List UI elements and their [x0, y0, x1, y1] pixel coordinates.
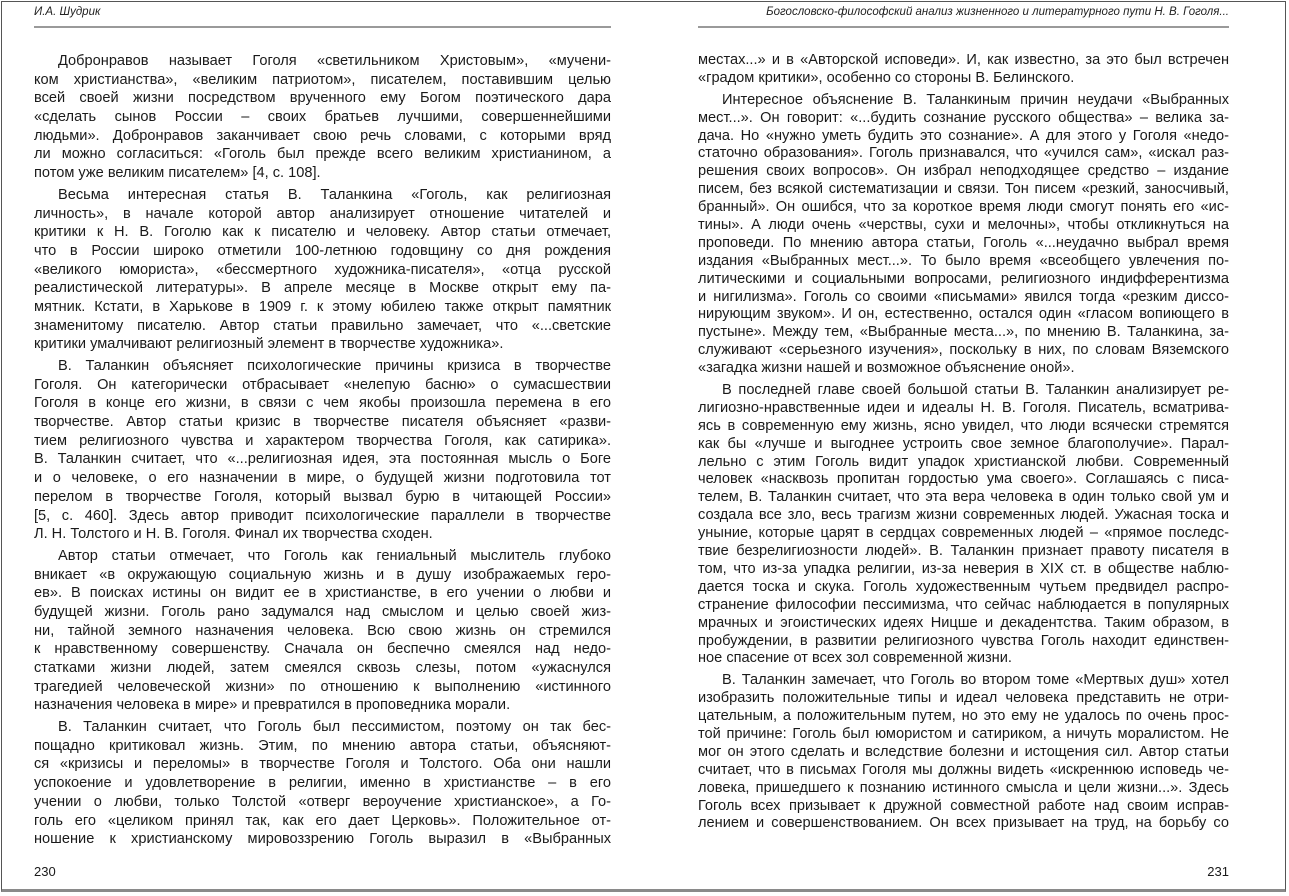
text-line: пустыне». Между тем, «Выбранные места...», по мнению В. Таланкина, за- [698, 324, 1229, 341]
right-page [698, 0, 1229, 896]
text-line: пощадно критиковал жизнь. Этим, по мнению автора статьи, объясняют- [34, 737, 611, 754]
paragraph [34, 186, 611, 354]
text-line: писем, без всякой систематизации и связи. Тон писем «резкий, заносчивый, [698, 181, 1229, 198]
paragraph [34, 718, 611, 849]
text-line: решения своих вопросов». Он избрал неподходящее средство – издание [698, 163, 1229, 180]
paragraph [698, 672, 1229, 833]
text-line: всей своей жизни посредством врученного ему Богом поэтического дара [34, 90, 611, 107]
text-line: трагедией человеческой жизни» по отношению к выполнению «истинного [34, 678, 611, 695]
text-line: телем, В. Таланкин считает, что эта вера человека в один только свой ум и [698, 489, 1229, 506]
text-line: проповеди. По мнению автора статьи, Гоголь «...неудачно выбрал время [698, 234, 1229, 251]
text-line: вникает «в окружающую социальную жизнь и в душу изображаемых геро- [34, 566, 611, 583]
paragraph [34, 547, 611, 715]
text-line: странение философии пессимизма, что сейчас наблюдается в популярных [698, 596, 1229, 613]
text-line: «сделать сынов России – своих братьев лучшими, совершеннейшими [34, 109, 611, 126]
page-number: 230 [34, 864, 56, 879]
text-line: [5, с. 460]. Здесь автор приводит психологические параллели в творчестве [34, 507, 611, 524]
text-line: перелом в творчестве Гоголя, который вызвал бурю в читающей России» [34, 488, 611, 505]
text-line: лельно с этим Гоголь видит упадок христианской любви. Современный [698, 453, 1229, 470]
page-number: 231 [1207, 864, 1229, 879]
text-line: служивают «серьезного изучения», поскольку в них, по словам Вяземского [698, 342, 1229, 359]
text-line: издания «Выбранных мест...». То было время «всеобщего увлечения по- [698, 252, 1229, 269]
text-line: Гоголя. Он категорически отбрасывает «нелепую басню» о сумасшествии [34, 376, 611, 393]
text-line: критики к Н. В. Гоголю как к писателю и человеку. Автор статьи отмечает, [34, 224, 611, 241]
text-line: человек «насквозь пропитан гордостью ума своего». Соглашаясь с писа- [698, 471, 1229, 488]
text-line: успокоение и удовлетворение в религии, именно в христианстве – в его [34, 775, 611, 792]
paragraph [698, 92, 1229, 378]
text-line: мест...». Он говорит: «...будить сознание русского общества» – велика за- [698, 109, 1229, 126]
header-rule [698, 26, 1229, 28]
text-line: ся «кризисы и переломы» в творчестве Гоголя и Толстого. Оба они нашли [34, 756, 611, 773]
text-line: и о человеке, о его назначении в мире, о будущей жизни подготовила тот [34, 470, 611, 487]
paragraph [698, 52, 1229, 88]
text-line: ев». В поисках истины он видит ее в христианстве, в его учении о любви и [34, 585, 611, 602]
text-line: нирующим звуком». И он, естественно, остался один «гласом вопиющего в [698, 306, 1229, 323]
left-page [34, 0, 611, 896]
text-line: Гоголь всех призывает к дружной совместной работе над своим исправ- [698, 797, 1229, 814]
text-line: Автор статьи отмечает, что Гоголь как гениальный мыслитель глубоко [58, 547, 611, 564]
text-line: личность», в начале которой автор анализирует отношение читателей и [34, 205, 611, 222]
text-line: критики умалчивают религиозный элемент в творчестве художника». [34, 336, 504, 353]
running-head-title: Богословско-философский анализ жизненного и литературного пути Н. В. Гоголя... [766, 6, 1229, 18]
text-line: считает, что в письмах Гоголя мы должны видеть «искреннюю исповедь че- [698, 761, 1229, 778]
text-line: учении о любви, только Толстой «отверг вероучение христианское», а Го- [34, 793, 611, 810]
text-line: статочно образования». Гоголь признавался, что «учился сам», «искал раз- [698, 145, 1229, 162]
text-line: мрачных и эгоистических идеях Ницше и декадентства. Таким образом, в [698, 614, 1229, 631]
text-line: создала все зло, весь трагизм жизни современных людей. Ужасная тоска и [698, 507, 1229, 524]
text-line: и нигилизма». Гоголь со своими «письмами» явился тогда «резким диссо- [698, 288, 1229, 305]
text-line: твие безрелигиозности людей». В. Таланкин признает правоту писателя в [698, 543, 1229, 560]
text-line: назначения человека в мире» и превратился в проповедника морали. [34, 697, 511, 714]
text-line: дача. Но «нужно уметь будить это сознание». А для этого у Гоголя «недо- [698, 127, 1229, 144]
text-line: статками жизни людей, затем смеялся сквозь слезы, потом «ужаснулся [34, 660, 611, 676]
text-line: к нравственному совершенству. Сначала он беспечно смеялся над недо- [34, 641, 611, 658]
paragraph [34, 357, 611, 544]
text-line: будущей жизни. Гоголь рано задумался над смыслом и целью своей жиз- [34, 603, 611, 620]
text-line: ни, тайной земного назначения человека. Всю свою жизнь он стремился [34, 622, 611, 639]
text-line: ловека, пришедшего к познанию истинного смысла и цели жизни...». Здесь [698, 779, 1229, 796]
text-line: бранный». Он ошибся, что за короткое время люди смогут понять его «ис- [698, 199, 1229, 216]
text-line: В. Таланкин считает, что «...религиозная идея, эта постоянная мысль о Боге [34, 451, 611, 468]
text-line: Весьма интересная статья В. Таланкина «Гоголь, как религиозная [58, 186, 611, 203]
text-line: знаменитому писателю. Автор статьи правильно замечает, что «...светские [34, 317, 611, 334]
text-line: цательным, а положительным путем, но это ему не удалось по очень прос- [698, 708, 1229, 725]
text-line: мятник. Кстати, в Харькове в 1909 г. к этому юбилею также открыт памятник [34, 298, 611, 315]
text-line: пробуждении, в развитии религиозного чувства Гоголь находит единствен- [698, 632, 1229, 649]
text-line: Интересное объяснение В. Таланкиным причин неудачи «Выбранных [722, 91, 1229, 108]
text-line: той причине: Гоголь был юмористом и сатириком, а ничуть моралистом. Не [698, 725, 1229, 742]
text-line: литическими и социальными вопросами, религиозного индифферентизма [698, 270, 1229, 287]
text-line: что в России широко отметили 100-летнюю годовщину со дня рождения [34, 242, 611, 259]
text-line: В. Таланкин считает, что Гоголь был пессимистом, поэтому он так бес- [58, 719, 611, 736]
text-line: ясь в современную ему жизнь, ясно увидел, что люди всячески стремятся [698, 417, 1229, 434]
paragraph [698, 382, 1229, 668]
text-line: ношение к христианскому мировоззрению Гоголь выразил в «Выбранных [34, 831, 611, 848]
page-body [698, 52, 1229, 833]
text-line: В. Таланкин замечает, что Гоголь во втором томе «Мертвых душ» хотел [722, 672, 1229, 689]
text-line: людьми». Добронравов заканчивает свою речь словами, с которыми вряд [34, 127, 611, 144]
text-line: ком христианства», «великим патриотом», писателем, поставившим целью [34, 71, 611, 88]
text-line: изобразить положительные типы и идеал человека представить не отри- [698, 690, 1229, 707]
text-line: тием религиозного чувства и характером творчества Гоголя, как сатирика». [34, 432, 611, 449]
text-line: мог он этого сделать и вследствие болезни и истощения сил. Автор статьи [698, 743, 1229, 760]
text-line: «загадка жизни нашей и возможное объяснение оной». [698, 360, 1075, 377]
text-line: тины». А люди очень «черствы, сухи и мелочны», чтобы откликнуться на [698, 217, 1229, 234]
text-line: голь его «целиком принял так, как его дает Церковь». Положительное от- [34, 812, 611, 829]
text-line: творчестве. Автор статьи кризис в творчестве писателя объясняет «разви- [34, 414, 611, 431]
page-body [34, 52, 611, 849]
text-line: том, что из-за упадка религии, из-за неверия в XIX ст. в обществе наблю- [698, 560, 1229, 577]
text-line: Добронравов называет Гоголя «светильником Христовым», «мучени- [58, 53, 611, 69]
text-line: ное спасение от всех зол современной жизни. [698, 650, 1012, 667]
text-line: Л. Н. Толстого и Н. В. Гоголя. Финал их творчества сходен. [34, 526, 433, 543]
text-line: реалистической литературы». В апреле месяце в Москве открыт ему па- [34, 280, 611, 297]
running-head-author: И.А. Шудрик [34, 6, 101, 18]
text-line: местах...» и в «Авторской исповеди». И, как известно, за это был встречен [698, 52, 1229, 68]
text-line: В последней главе своей большой статьи В. Таланкин анализирует ре- [722, 382, 1229, 399]
header-rule [34, 26, 611, 28]
text-line: Гоголя в конце его жизни, в связи с чем якобы произошла перемена в его [34, 395, 611, 412]
text-line: В. Таланкин объясняет психологические причины кризиса в творчестве [58, 358, 611, 374]
text-line: дается тоска и скука. Гоголь художественным чутьем предвидел распро- [698, 578, 1229, 595]
text-line: уныние, которые царят в сердцах современных людей – «прямое последс- [698, 525, 1229, 542]
text-line: как бы «лучше и выгоднее устроить свое земное благополучие». Парал- [698, 435, 1229, 452]
text-line: ли можно согласиться: «Гоголь был прежде всего великим христианином, а [34, 146, 611, 163]
text-line: «градом критики», особенно со стороны В. Белинского. [698, 69, 1075, 86]
text-line: потом уже великим писателем» [4, с. 108]. [34, 165, 321, 182]
text-line: лигиозно-нравственные идеи и идеалы Н. В. Гоголя. Писатель, всматрива- [698, 399, 1229, 416]
text-line: лением и совершенствованием. Он всех призывает на труд, на борьбу со [698, 815, 1229, 832]
paragraph [34, 52, 611, 183]
text-line: «великого юмориста», «бессмертного художника-писателя», «отца русской [34, 261, 611, 278]
